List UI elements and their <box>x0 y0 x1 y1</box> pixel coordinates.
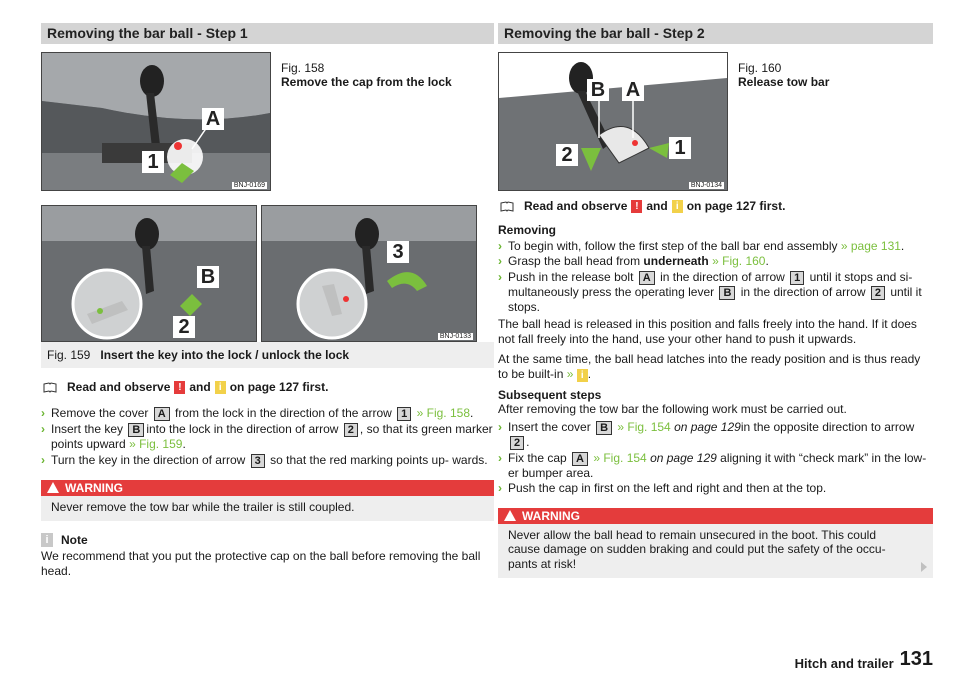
ref-prefix: Read and observe <box>67 380 171 394</box>
figure-159-images <box>41 205 494 342</box>
key-insert-illustration <box>42 206 256 341</box>
footer-section: Hitch and trailer <box>794 656 894 671</box>
book-icon <box>500 201 514 212</box>
callout-2: 2 <box>173 316 195 338</box>
figure-159-left-image <box>41 205 257 342</box>
figure-title: Remove the cap from the lock <box>281 75 452 89</box>
left-column <box>41 23 494 578</box>
paragraph: At the same time, the ball head latches into the ready position and is thus ready to be built-in » i . <box>498 352 921 381</box>
xref-link[interactable]: » page 131 <box>840 238 901 253</box>
step-item: › Remove the cover A from the lock in the direction of the arrow 1 » Fig. 158. <box>41 406 474 420</box>
step-item: › Insert the cover B » Fig. 154 on page 129in the opposite direction to arrow 2 . <box>498 419 915 449</box>
read-observe-line <box>498 199 933 213</box>
key-turn-illustration <box>262 206 476 341</box>
section-title: Removing the bar ball - Step 1 <box>41 23 494 44</box>
note-text: We recommend that you put the protective cap on the ball before removing the ball head. <box>41 549 481 578</box>
xref-link[interactable]: » Fig. 158 <box>416 406 470 420</box>
callout-3: 3 <box>387 241 409 263</box>
page-number: 131 <box>899 648 933 670</box>
xref-link[interactable]: » Fig. 154 <box>593 450 647 465</box>
step-item: › Fix the cap A » Fig. 154 on page 129 aligning it with “check mark” in the low- er bumper area. <box>498 450 927 480</box>
warning-text: Never allow the ball head to remain unsecured in the boot. This could cause damage on sudden braking and could put the safety of the occu- pants at risk! <box>508 527 886 571</box>
warning-triangle-icon <box>504 510 516 521</box>
warning-box <box>498 508 933 579</box>
figure-title: Release tow bar <box>738 75 830 89</box>
ref-mid: and <box>189 380 211 394</box>
book-icon <box>43 382 57 393</box>
callout-A: A <box>622 79 644 101</box>
warning-box <box>41 480 494 522</box>
figure-title: Insert the key into the lock / unlock the lock <box>100 348 350 362</box>
xref-link[interactable]: » Fig. 154 <box>617 419 671 434</box>
step-item: › Grasp the ball head from underneath » Fig. 160. <box>498 254 769 268</box>
warning-text: Never remove the tow bar while the trailer is still coupled. <box>51 499 355 514</box>
figure-160-caption <box>728 52 933 191</box>
right-column <box>498 23 933 578</box>
paragraph: After removing the tow bar the following work must be carried out. <box>498 402 847 416</box>
callout-2: 2 <box>556 144 578 166</box>
figure-159 <box>41 205 494 368</box>
paragraph: The ball head is released in this position and falls freely into the hand. If it does not fall freely into the hand, use your other hand to push it upwards. <box>498 317 917 346</box>
figure-number: Fig. 159 <box>47 348 91 362</box>
removing-section <box>498 223 933 496</box>
note-icon: i <box>215 381 226 394</box>
callout-1: 1 <box>142 151 164 173</box>
step-item: › Insert the key B into the lock in the direction of arrow 2 , so that its green marker points upward » Fig. 159. <box>41 422 493 451</box>
ref-suffix: on page 127 first. <box>686 199 786 213</box>
note-icon: i <box>577 369 588 382</box>
step-item: › Push in the release bolt A in the direction of arrow 1 until it stops and si- multaneously press the operating lever B in the direction of arrow 2 until it stops. <box>498 269 922 314</box>
figure-code: BNJ-0169 <box>233 182 265 189</box>
figure-159-caption <box>41 342 494 368</box>
xref-link[interactable]: » Fig. 160 <box>712 254 766 268</box>
step-item: › Turn the key in the direction of arrow 3 so that the red marking points up- wards. <box>41 452 488 467</box>
note-icon: i <box>672 200 683 213</box>
info-icon: i <box>41 533 53 547</box>
callout-B: B <box>587 79 609 101</box>
figure-160 <box>498 52 933 191</box>
note-header: i Note <box>41 533 494 547</box>
figure-number: Fig. 158 <box>281 61 325 75</box>
ref-suffix: on page 127 first. <box>229 380 329 394</box>
warning-icon: ! <box>631 200 642 213</box>
step-item: › To begin with, follow the first step of the ball bar end assembly » page 131. <box>498 238 905 253</box>
figure-number: Fig. 160 <box>738 61 782 75</box>
step-item: › Push the cap in first on the left and right and then at the top. <box>498 481 827 495</box>
removing-heading: Removing <box>498 223 557 237</box>
figure-158 <box>41 52 494 191</box>
callout-1: 1 <box>669 137 691 159</box>
page-footer <box>795 648 933 671</box>
steps-list <box>41 406 494 468</box>
ref-prefix: Read and observe <box>524 199 628 213</box>
figure-158-image <box>41 52 271 191</box>
release-tow-bar-illustration <box>499 53 727 190</box>
subsequent-heading: Subsequent steps <box>498 387 602 402</box>
section-title: Removing the bar ball - Step 2 <box>498 23 933 44</box>
read-observe-line <box>41 380 494 394</box>
xref-link[interactable]: » Fig. 159 <box>129 437 183 451</box>
ref-mid: and <box>646 199 668 213</box>
warning-icon: ! <box>174 381 185 394</box>
figure-160-image <box>498 52 728 191</box>
callout-A: A <box>202 108 224 130</box>
continue-arrow-icon <box>921 562 927 572</box>
warning-triangle-icon <box>47 482 59 493</box>
warning-header: WARNING <box>41 480 494 496</box>
figure-code: BNJ-0134 <box>690 182 722 189</box>
figure-code: BNJ-0133 <box>439 333 471 340</box>
figure-158-caption <box>271 52 494 191</box>
callout-B: B <box>197 266 219 288</box>
warning-header: WARNING <box>498 508 933 524</box>
figure-159-right-image <box>261 205 477 342</box>
